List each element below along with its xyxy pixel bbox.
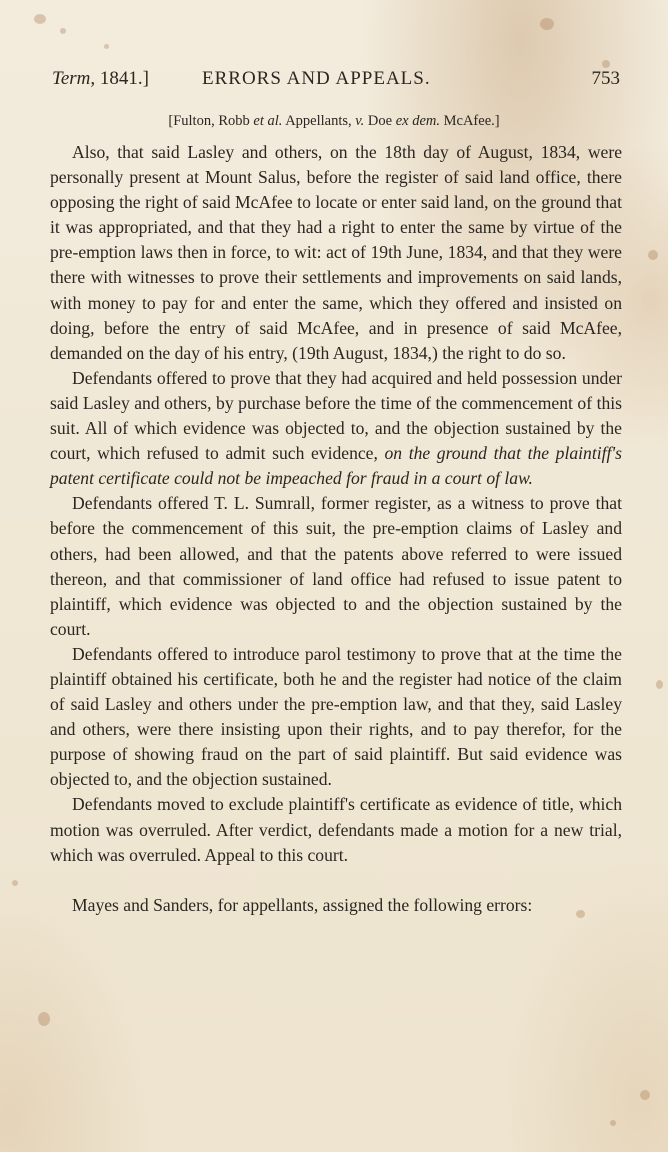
running-header xyxy=(52,68,620,98)
stain-spot xyxy=(34,14,46,24)
stain-spot xyxy=(602,60,610,68)
stain-spot xyxy=(656,680,663,689)
case-caption xyxy=(0,113,668,130)
caption-text: Doe xyxy=(364,113,396,129)
caption-text: McAfee.] xyxy=(440,113,500,129)
paragraph: Defendants offered to introduce parol testimony to prove that at the time the plaintiff obtained his certificate, both he and the register had notice of the claim of said Lasley and others under the pre-emption law, and that they, said Lasley and others, were there insisting upon their rights, and to pay therefor, for the purpose of showing fraud on the part of said plaintiff. But said evidence was objected to, and the objection sustained. xyxy=(50,643,622,790)
header-term xyxy=(52,68,149,90)
body-text xyxy=(50,140,622,918)
header-title: ERRORS AND APPEALS. xyxy=(202,68,431,89)
caption-italic: ex dem. xyxy=(395,113,440,129)
caption-italic: v. xyxy=(355,113,365,129)
stain-spot xyxy=(610,1120,616,1126)
paragraph: Defendants moved to exclude plaintiff's certificate as evidence of title, which motion was overruled. After verdict, defendants made a motion for a new trial, which was overruled. Appeal to this court. xyxy=(50,794,622,865)
paragraph-spacer xyxy=(50,868,622,893)
header-term-word: Term, xyxy=(52,68,96,89)
paragraph-text: Defendants offered to prove that they had acquired and held possession under said Lasley and others, by purchase before the time of the commencement of this suit. All of which evidence was objected to, and the objection sustained by the court, which refused to admit such evidence, xyxy=(50,367,622,464)
stain-spot xyxy=(60,28,66,34)
caption-text: Appellants, xyxy=(282,113,356,129)
stain-spot xyxy=(38,1012,50,1026)
caption-italic: et al. xyxy=(253,113,283,129)
stain-spot xyxy=(648,250,658,260)
stain-spot xyxy=(540,18,554,30)
paragraph: Also, that said Lasley and others, on the 18th day of August, 1834, were personally present at Mount Salus, before the register of said land office, there opposing the right of said McAfee to locate or enter said land, on the ground that it was appropriated, and that they had a right to enter the same by virtue of the pre-emption laws then in force, to wit: act of 19th June, 1834, and that they were there with witnesses to prove their settlements and improvements on said lands, with money to pay for and enter the same, which they offered and insisted on doing, before the entry of said McAfee, and in presence of said McAfee, demanded on the day of his entry, (19th August, 1834,) the right to do so. xyxy=(50,142,622,363)
stain-spot xyxy=(12,880,18,886)
stain-spot xyxy=(640,1090,650,1100)
caption-text: [Fulton, Robb xyxy=(168,113,254,129)
paragraph: Defendants offered T. L. Sumrall, former register, as a witness to prove that before the commencement of this suit, the pre-emption claims of Lasley and others, had been allowed, and that the patents above referred to were issued thereon, and that commissioner of land office had refused to issue patent to plaintiff, which evidence was objected to and the objection sustained by the court. xyxy=(50,493,622,639)
paragraph xyxy=(50,366,622,491)
paragraph: Mayes and Sanders, for appellants, assigned the following errors: xyxy=(72,894,533,915)
stain-spot xyxy=(104,44,109,49)
paragraph-italic-text: on the ground that the plaintiff's patent certificate could not be impeached for fraud in a court of law. xyxy=(50,443,622,489)
page-number: 753 xyxy=(591,68,620,89)
header-term-year: 1841.] xyxy=(99,68,149,89)
